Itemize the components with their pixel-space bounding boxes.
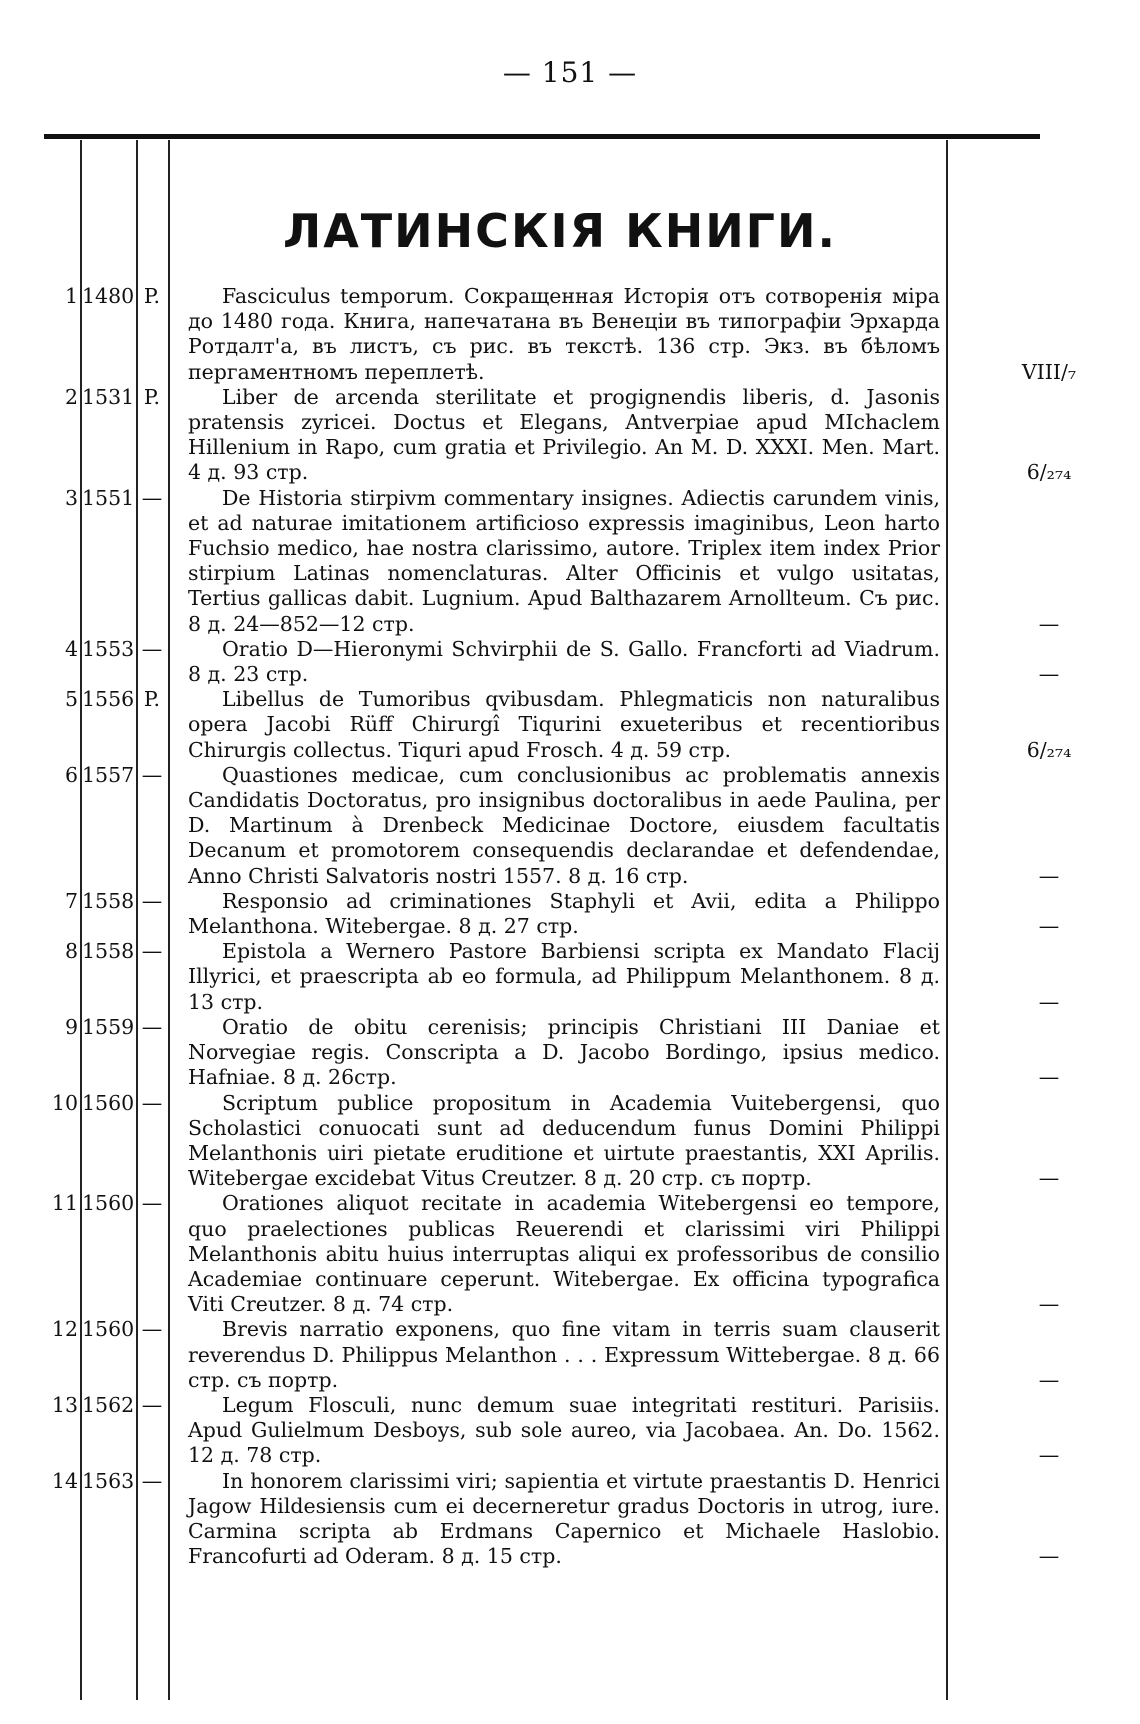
entry-mark: P.	[143, 687, 161, 712]
entry-catalog-ref: —	[1038, 662, 1060, 687]
entry-mark: —	[141, 1392, 163, 1417]
entry-mark: —	[141, 485, 163, 510]
entry-number: 7	[64, 888, 78, 913]
entry-number: 14	[51, 1468, 78, 1493]
book-entry-3	[0, 486, 1140, 637]
entry-mark: —	[141, 1014, 163, 1039]
entry-number: 1	[64, 284, 78, 308]
entry-mark: —	[141, 762, 163, 787]
entry-description: Fasciculus temporum. Сокращенная Исторія отъ сотворенія міра до 1480 года. Книга, напечатана въ Венеціи въ типографіи Эрхарда Ротдалт'а, въ листъ, съ рис. въ текстѣ. 136 стр. Экз. въ бѣломъ пергаментномъ переплетѣ.	[188, 284, 940, 384]
book-entry-1	[0, 284, 1140, 385]
entry-catalog-ref: —	[1038, 1367, 1060, 1392]
entry-number: 9	[64, 1014, 78, 1039]
entry-year: 1551	[82, 485, 135, 510]
entry-mark: —	[141, 888, 163, 913]
book-entry-5	[0, 687, 1140, 763]
entry-catalog-ref: —	[1038, 1544, 1060, 1569]
entry-description: Epistola a Wernero Pastore Barbiensi scripta ex Mandato Flacij Illyrici, et praescripta ab eo formula, ad Philippum Melanthonem. 8 д. 13 стр.	[188, 939, 940, 1014]
book-entry-2	[0, 385, 1140, 486]
entry-catalog-ref: —	[1038, 1443, 1060, 1468]
entry-number: 2	[64, 384, 78, 409]
entry-number: 6	[64, 762, 78, 787]
entry-mark: —	[141, 1468, 163, 1493]
entry-number: 3	[64, 485, 78, 510]
entry-mark: —	[141, 1317, 163, 1342]
entry-mark: —	[141, 1191, 163, 1216]
entry-description: De Historia stirpivm commentary insignes. Adiectis carundem vinis, et ad naturae imitationem artificioso expressis imaginibus, Leon harto Fuchsio medico, hae nostra clarissimo, autore. Triplex item index Prior stirpium Latinas nomenclaturas. Alter Officinis et vulgo usitatas, Tertius gallicas dabit. Lugnium. Apud Balthazarem Arnollteum. Съ рис. 8 д. 24—852—12 стр.	[188, 485, 940, 636]
entry-mark: —	[141, 636, 163, 661]
entry-catalog-ref: —	[1038, 1166, 1060, 1191]
entry-description: Libellus de Tumoribus qvibusdam. Phlegmaticis non naturalibus opera Jacobi Rüff Chirurgî Tiqurini exueteribus et recentioribus Chirurgis collectus. Tiquri apud Frosch. 4 д. 59 стр.	[188, 687, 940, 762]
entry-year: 1531	[82, 384, 135, 409]
entry-catalog-ref: —	[1038, 611, 1060, 636]
entry-number: 5	[64, 687, 78, 712]
entry-year: 1480	[82, 284, 135, 308]
book-entry-10	[0, 1091, 1140, 1192]
book-entry-12	[0, 1317, 1140, 1393]
entry-description: Liber de arcenda sterilitate et progignendis liberis, d. Jasonis pratensis zyricei. Doctus et Elegans, Antverpiae apud MIchaclem Hillenium in Rapo, cum gratia et Privilegio. An M. D. XXXI. Men. Mart. 4 д. 93 стр.	[188, 384, 940, 485]
entry-catalog-ref: —	[1038, 863, 1060, 888]
entry-year: 1560	[82, 1191, 135, 1216]
entry-number: 4	[64, 636, 78, 661]
entry-number: 8	[64, 939, 78, 964]
book-entry-7	[0, 889, 1140, 939]
entry-description: Responsio ad criminationes Staphyli et Avii, edita a Philippo Melanthona. Witebergae. 8 д. 27 стр.	[188, 888, 940, 939]
entry-mark: P.	[143, 284, 161, 308]
entry-year: 1559	[82, 1014, 135, 1039]
book-entry-9	[0, 1015, 1140, 1091]
entry-year: 1553	[82, 636, 135, 661]
entry-number: 11	[51, 1191, 78, 1216]
entry-catalog-ref: 6/₂₇₄	[1026, 460, 1072, 485]
entry-number: 10	[51, 1090, 78, 1115]
book-entry-6	[0, 763, 1140, 889]
entry-catalog-ref: 6/₂₇₄	[1026, 737, 1072, 762]
entry-description: Brevis narratio exponens, quo fine vitam in terris suam clauserit reverendus D. Philippus Melanthon . . . Expressum Wittebergae. 8 д. 66 стр. съ портр.	[188, 1317, 940, 1392]
entry-year: 1560	[82, 1090, 135, 1115]
entry-year: 1558	[82, 939, 135, 964]
entry-catalog-ref: —	[1038, 989, 1060, 1014]
section-heading: ЛАТИНСКІЯ КНИГИ.	[283, 204, 837, 258]
page-number: — 151 —	[502, 56, 638, 89]
entry-number: 12	[51, 1317, 78, 1342]
entry-mark: —	[141, 939, 163, 964]
entry-mark: —	[141, 1090, 163, 1115]
entry-year: 1558	[82, 888, 135, 913]
entry-catalog-ref: —	[1038, 914, 1060, 939]
top-rule	[44, 134, 1040, 139]
entry-year: 1556	[82, 687, 135, 712]
entry-description: Orationes aliquot recitate in academia Witebergensi eo tempore, quo praelectiones publicas Reuerendi et clarissimi viri Philippi Melanthonis abitu huius interruptas aliqui ex professoribus de consilio Academiae continuare ceperunt. Witebergae. Ex officina typografica Viti Creutzer. 8 д. 74 стр.	[188, 1191, 940, 1317]
book-list	[0, 284, 1140, 1569]
entry-year: 1560	[82, 1317, 135, 1342]
entry-description: Legum Flosculi, nunc demum suae integritati restituri. Parisiis. Apud Gulielmum Desboys, sub sole aureo, via Jacobaea. An. Do. 1562. 12 д. 78 стр.	[188, 1392, 940, 1468]
entry-description: Oratio de obitu cerenisis; principis Christiani III Daniae et Norvegiae regis. Conscripta a D. Jacobo Bordingo, ipsius medico. Hafniae. 8 д. 26стр.	[188, 1014, 940, 1090]
entry-catalog-ref: VIII/₇	[1021, 359, 1077, 384]
entry-number: 13	[51, 1392, 78, 1417]
entry-catalog-ref: —	[1038, 1065, 1060, 1090]
book-entry-14	[0, 1469, 1140, 1570]
book-entry-11	[0, 1191, 1140, 1317]
entry-description: Oratio D—Hieronymi Schvirphii de S. Gallo. Francforti ad Viadrum. 8 д. 23 стр.	[188, 636, 940, 687]
entry-catalog-ref: —	[1038, 1292, 1060, 1317]
entry-description: Quastiones medicae, cum conclusionibus ac problematis annexis Candidatis Doctoratus, pro insignibus doctoralibus in aede Paulina, per D. Martinum à Drenbeck Medicinae Doctore, eiusdem facultatis Decanum et promotorem consequendis declarandae et defendendae, Anno Christi Salvatoris nostri 1557. 8 д. 16 стр.	[188, 762, 940, 888]
entry-mark: P.	[143, 384, 161, 409]
book-entry-4	[0, 637, 1140, 687]
entry-description: In honorem clarissimi viri; sapientia et virtute praestantis D. Henrici Jagow Hildesiensis cum ei decerneretur gradus Doctoris in utrog, iure. Carmina scripta ab Erdmans Capernico et Michaele Haslobio. Francofurti ad Oderam. 8 д. 15 стр.	[188, 1468, 940, 1569]
book-entry-8	[0, 939, 1140, 1015]
entry-year: 1557	[82, 762, 135, 787]
entry-year: 1562	[82, 1392, 135, 1417]
book-entry-13	[0, 1393, 1140, 1469]
entry-year: 1563	[82, 1468, 135, 1493]
entry-description: Scriptum publice propositum in Academia Vuitebergensi, quo Scholastici conuocati sunt ad deducendum funus Domini Philippi Melanthonis uiri pietate eruditione et uirtute praestantis, XXI Aprilis. Witebergae excidebat Vitus Creutzer. 8 д. 20 стр. съ портр.	[188, 1090, 940, 1191]
